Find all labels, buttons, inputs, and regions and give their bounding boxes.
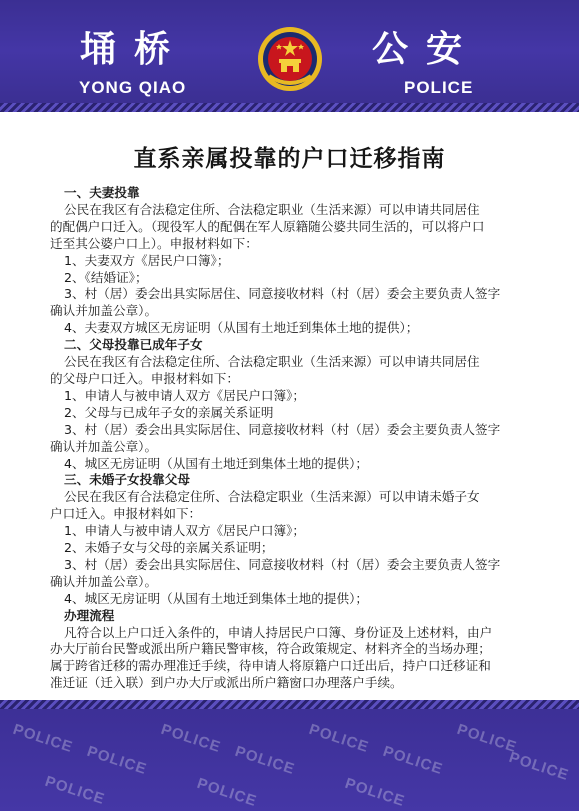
section-line: 的父母户口迁入。申报材料如下： bbox=[50, 370, 239, 386]
footer-banner bbox=[0, 700, 579, 811]
section-line: 1、申请人与被申请人双方《居民户口簿》； bbox=[64, 523, 305, 539]
section-line: 确认并加盖公章）。 bbox=[50, 303, 158, 319]
police-watermark: POLICE bbox=[454, 720, 519, 757]
section-line: 2、未婚子女与父母的亲属关系证明； bbox=[64, 540, 274, 556]
header-stripe bbox=[0, 103, 579, 112]
section-line: 1、申请人与被申请人双方《居民户口簿》； bbox=[64, 387, 305, 403]
section-line: 公民在我区有合法稳定住所、合法稳定职业（生活来源）可以申请未婚子女 bbox=[64, 489, 480, 505]
process-heading: 办理流程 bbox=[64, 607, 115, 623]
police-watermark: POLICE bbox=[306, 720, 371, 757]
police-watermark: POLICE bbox=[194, 774, 259, 811]
section-line: 2、《结婚证》； bbox=[64, 269, 148, 285]
section-line: 4、夫妻双方城区无房证明（从国有土地迁到集体土地的提供）； bbox=[64, 320, 419, 336]
process-line: 凡符合以上户口迁入条件的，申请人持居民户口簿、身份证及上述材料，由户 bbox=[64, 624, 493, 640]
section-line: 1、夫妻双方《居民户口簿》； bbox=[64, 252, 230, 268]
header-left-chinese: 埇桥 bbox=[80, 29, 189, 70]
process-line: 准迁证（迁入联）到户办大厅或派出所户籍窗口办理落户手续。 bbox=[50, 675, 403, 691]
police-watermark: POLICE bbox=[84, 742, 149, 779]
section-line: 4、城区无房证明（从国有土地迁到集体土地的提供）； bbox=[64, 455, 368, 471]
section-line: 3、村（居）委会出具实际居住、同意接收材料（村（居）委会主要负责人签字 bbox=[64, 556, 501, 572]
header-banner bbox=[0, 0, 579, 112]
section-heading: 二、父母投靠已成年子女 bbox=[64, 337, 203, 353]
police-watermark: POLICE bbox=[158, 720, 223, 757]
guide-content bbox=[50, 185, 550, 692]
section-line: 迁至其公婆户口上）。申报材料如下： bbox=[50, 235, 258, 251]
header-right-chinese: 公安 bbox=[372, 29, 481, 70]
page-title: 直系亲属投靠的户口迁移指南 bbox=[133, 146, 446, 172]
section-line: 户口迁入。申报材料如下： bbox=[50, 506, 202, 522]
police-watermark: POLICE bbox=[232, 742, 297, 779]
process-line: 办大厅前台民警或派出所户籍民警审核，符合政策规定、材料齐全的当场办理； bbox=[50, 641, 491, 657]
section-line: 4、城区无房证明（从国有土地迁到集体土地的提供）； bbox=[64, 590, 368, 606]
section-line: 确认并加盖公章）。 bbox=[50, 438, 158, 454]
section-heading: 三、未婚子女投靠父母 bbox=[64, 472, 190, 488]
section-line: 公民在我区有合法稳定住所、合法稳定职业（生活来源）可以申请共同居住 bbox=[64, 354, 480, 370]
police-watermark: POLICE bbox=[42, 772, 107, 809]
police-watermark: POLICE bbox=[342, 774, 407, 811]
section-line: 3、村（居）委会出具实际居住、同意接收材料（村（居）委会主要负责人签字 bbox=[64, 421, 501, 437]
process-line: 属于跨省迁移的需办理准迁手续，待申请人将原籍户口迁出后，持户口迁移证和 bbox=[50, 658, 491, 674]
footer-stripe bbox=[0, 700, 579, 709]
police-watermark: POLICE bbox=[380, 742, 445, 779]
section-line: 3、村（居）委会出具实际居住、同意接收材料（村（居）委会主要负责人签字 bbox=[64, 286, 501, 302]
section-line: 2、父母与已成年子女的亲属关系证明 bbox=[64, 404, 274, 420]
section-line: 的配偶户口迁入。（现役军人的配偶在军人原籍随公婆共同生活的，可以将户口 bbox=[50, 218, 485, 234]
police-watermark: POLICE bbox=[506, 748, 571, 785]
police-watermark: POLICE bbox=[10, 720, 75, 757]
police-emblem-icon bbox=[257, 26, 323, 92]
section-line: 确认并加盖公章）。 bbox=[50, 573, 158, 589]
section-line: 公民在我区有合法稳定住所、合法稳定职业（生活来源）可以申请共同居住 bbox=[64, 201, 480, 217]
header-right-english: POLICE bbox=[404, 78, 474, 97]
section-heading: 一、夫妻投靠 bbox=[64, 185, 140, 200]
header-left-english: YONG QIAO bbox=[79, 78, 187, 97]
